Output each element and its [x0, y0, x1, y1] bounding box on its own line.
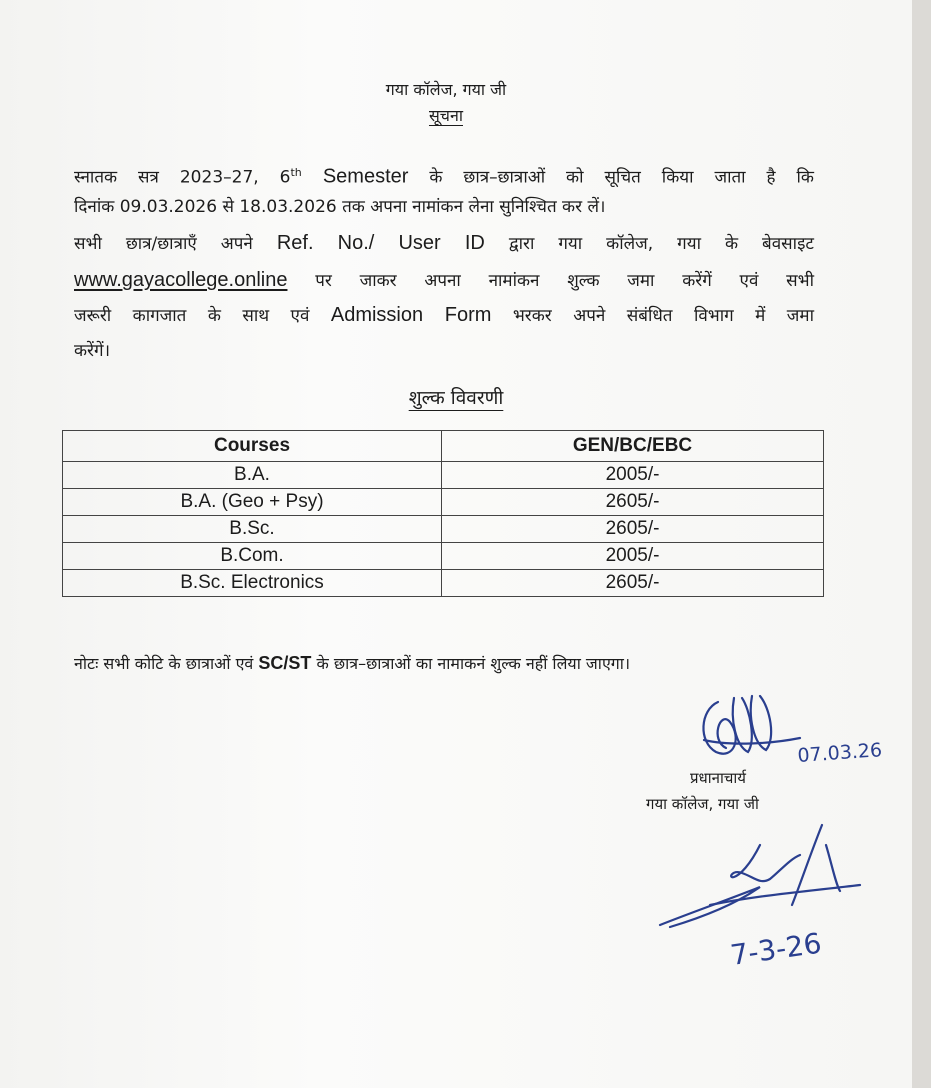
fee-cell: 2605/-	[442, 489, 824, 516]
fee-cell: 2605/-	[442, 570, 824, 597]
table-row	[63, 543, 824, 570]
second-signature	[650, 815, 900, 985]
fee-cell: 2005/-	[442, 543, 824, 570]
principal-designation: प्रधानाचार्य	[690, 769, 746, 787]
table-row	[63, 462, 824, 489]
notice-line-4: www.gayacollege.online पर जाकर अपना नामांकन शुल्क जमा करेंगें एवं सभी	[74, 269, 814, 291]
fee-note: नोटः सभी कोटि के छात्राओं एवं SC/ST के छात्र–छात्राओं का नामाकनं शुल्क नहीं लिया जाएगा।	[74, 653, 631, 673]
course-cell: B.A.	[63, 462, 442, 489]
course-cell: B.Com.	[63, 543, 442, 570]
column-courses: Courses	[63, 431, 442, 462]
notice-line-2: दिनांक 09.03.2026 से 18.03.2026 तक अपना नामांकन लेना सुनिश्चित कर लें।	[74, 197, 606, 217]
notice-line-6: करेंगें।	[74, 341, 111, 361]
course-cell: B.Sc. Electronics	[63, 570, 442, 597]
column-gen-bc-ebc: GEN/BC/EBC	[442, 431, 824, 462]
fee-cell: 2605/-	[442, 516, 824, 543]
fee-cell: 2005/-	[442, 462, 824, 489]
table-row	[63, 516, 824, 543]
notice-line-5: जरूरी कागजात के साथ एवं Admission Form भरकर अपने संबंधित विभाग में जमा	[74, 304, 814, 326]
fee-table	[62, 430, 824, 597]
signatory-office: गया कॉलेज, गया जी	[646, 795, 759, 813]
notice-line-3: सभी छात्र/छात्राएँ अपने Ref. No./ User ID द्वारा गया कॉलेज, गया के बेवसाइट	[74, 232, 814, 254]
signatory-block	[646, 765, 759, 817]
signature-date: 07.03.26	[796, 739, 883, 767]
page-edge-background	[912, 0, 931, 1088]
college-name: गया कॉलेज, गया जी	[385, 80, 507, 99]
course-cell: B.Sc.	[63, 516, 442, 543]
website-link[interactable]: www.gayacollege.online	[74, 269, 288, 291]
second-signature-date: 7-3-26	[728, 926, 824, 972]
notice-line-1: स्नातक सत्र 2023–27, 6th Semester के छात्र–छात्राओं को सूचित किया जाता है कि	[74, 165, 814, 188]
fee-heading: शुल्क विवरणी	[408, 387, 504, 409]
table-row	[63, 570, 824, 597]
fee-table-header	[63, 431, 824, 462]
table-row	[63, 489, 824, 516]
notice-title: सूचना	[428, 106, 463, 125]
course-cell: B.A. (Geo + Psy)	[63, 489, 442, 516]
